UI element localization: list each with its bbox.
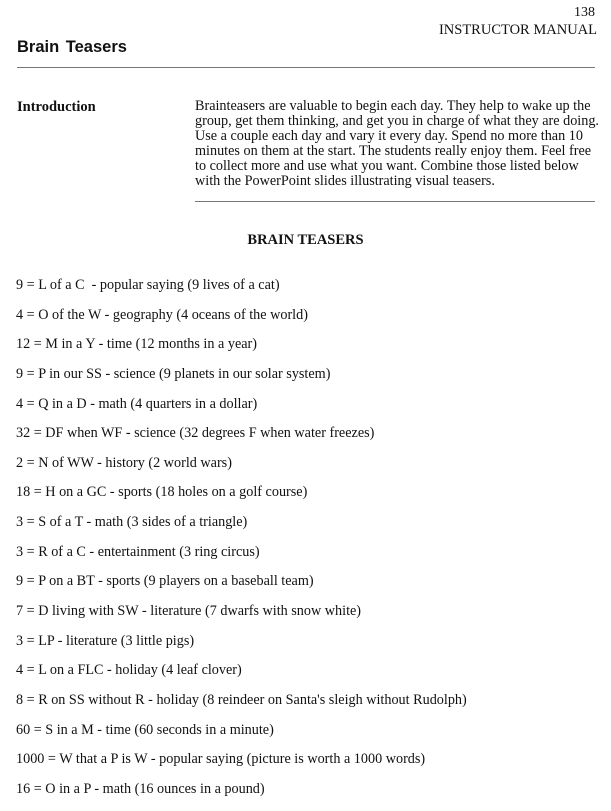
page-number: 138 xyxy=(574,5,595,20)
teaser-item: 12 = M in a Y - time (12 months in a year) xyxy=(16,336,257,353)
header-divider xyxy=(17,67,595,68)
teaser-item: 60 = S in a M - time (60 seconds in a minute) xyxy=(16,721,274,738)
teaser-item: 2 = N of WW - history (2 world wars) xyxy=(16,454,232,471)
teaser-list xyxy=(16,277,467,811)
teaser-item: 16 = O in a P - math (16 ounces in a pound) xyxy=(16,780,265,797)
running-header: INSTRUCTOR MANUAL xyxy=(438,22,597,38)
teaser-item: 3 = R of a C - entertainment (3 ring circus) xyxy=(16,543,260,560)
teaser-item: 18 = H on a GC - sports (18 holes on a golf course) xyxy=(16,484,308,501)
introduction-label: Introduction xyxy=(17,99,96,115)
teaser-item: 4 = O of the W - geography (4 oceans of the world) xyxy=(16,306,308,323)
teaser-item: 9 = P on a BT - sports (9 players on a baseball team) xyxy=(16,573,314,590)
introduction-divider xyxy=(195,201,595,202)
teaser-item: 9 = L of a C - popular saying (9 lives of a cat) xyxy=(16,277,280,293)
teaser-item: 9 = P in our SS - science (9 planets in our solar system) xyxy=(16,365,331,382)
teaser-item: 8 = R on SS without R - holiday (8 reindeer on Santa's sleigh without Rudolph) xyxy=(16,691,467,708)
teaser-item: 3 = S of a T - math (3 sides of a triangle) xyxy=(16,514,248,531)
teaser-item: 4 = L on a FLC - holiday (4 leaf clover) xyxy=(16,662,242,679)
teaser-item: 7 = D living with SW - literature (7 dwarfs with snow white) xyxy=(16,603,362,620)
introduction-text: Brainteasers are valuable to begin each day. They help to wake up the group, get them thinking, and get you in charge of what they are doing. Use a couple each day and vary it every day. Spend no more than 10 minutes on them at the start. The students really enjoy them. Feel free to collect more and use what you want. Combine those listed below with the PowerPoint slides illustrating visual teasers. xyxy=(195,98,599,189)
teasers-heading: BRAIN TEASERS xyxy=(247,232,364,248)
teaser-item: 3 = LP - literature (3 little pigs) xyxy=(16,632,195,649)
teaser-item: 32 = DF when WF - science (32 degrees F when water freezes) xyxy=(16,425,375,442)
teaser-item: 4 = Q in a D - math (4 quarters in a dollar) xyxy=(16,395,258,412)
section-title: Brain Teasers xyxy=(17,38,127,56)
teaser-item: 1000 = W that a P is W - popular saying (picture is worth a 1000 words) xyxy=(16,751,426,768)
